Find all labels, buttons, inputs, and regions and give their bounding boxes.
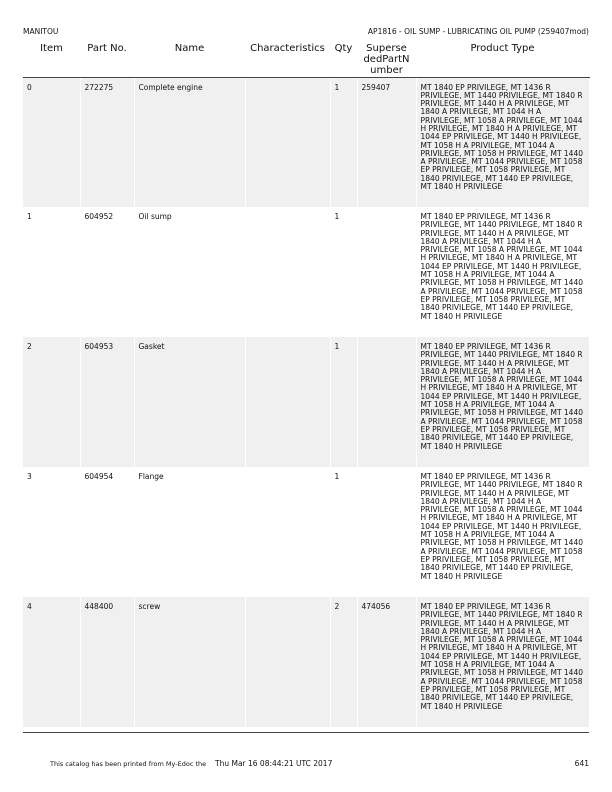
table-row [23,207,589,337]
cell-product-type: MT 1840 EP PRIVILEGE, MT 1436 R PRIVILEGE, MT 1440 PRIVILEGE, MT 1840 R PRIVILEGE, MT 1440 H A PRIVILEGE, MT 1840 A PRIVILEGE, MT 1044 H A PRIVILEGE, MT 1058 A PRIVILEGE, MT 1044 H PRIVILEGE, MT 1840 H A PRIVILEGE, MT 1044 EP PRIVILEGE, MT 1440 H PRIVILEGE, MT 1058 H A PRIVILEGE, MT 1044 A PRIVILEGE, MT 1058 H PRIVILEGE, MT 1440 A PRIVILEGE, MT 1044 PRIVILEGE, MT 1058 EP PRIVILEGE, MT 1058 PRIVILEGE, MT 1840 PRIVILEGE, MT 1440 EP PRIVILEGE, MT 1840 H PRIVILEGE [416,77,589,207]
cell-superseded: 474056 [357,597,416,727]
cell-qty: 1 [330,467,357,597]
page-number: 641 [574,759,589,768]
col-header-product-type: Product Type [416,39,589,77]
col-header-item: Item [23,39,80,77]
col-header-superseded: Superse dedPartN umber [357,39,416,77]
cell-part-no: 604953 [80,337,134,467]
col-header-characteristics: Characteristics [245,39,330,77]
cell-characteristics [245,207,330,337]
cell-name: Gasket [134,337,245,467]
cell-superseded [357,207,416,337]
col-header-part-no: Part No. [80,39,134,77]
cell-superseded: 259407 [357,77,416,207]
cell-item: 3 [23,467,80,597]
table-row [23,467,589,597]
cell-item: 2 [23,337,80,467]
cell-characteristics [245,337,330,467]
cell-part-no: 272275 [80,77,134,207]
page-title: AP1816 - OIL SUMP - LUBRICATING OIL PUMP (259407mod) [367,27,589,36]
cell-superseded [357,467,416,597]
cell-part-no: 448400 [80,597,134,727]
col-header-name: Name [134,39,245,77]
cell-item: 1 [23,207,80,337]
cell-qty: 1 [330,77,357,207]
cell-name: screw [134,597,245,727]
table-row [23,77,589,207]
parts-table [23,39,590,727]
cell-qty: 2 [330,597,357,727]
table-bottom-divider [23,732,589,733]
footer-printed-note: This catalog has been printed from My-Edoc the [50,760,207,768]
cell-qty: 1 [330,207,357,337]
cell-part-no: 604952 [80,207,134,337]
brand-header: MANITOU [23,27,59,36]
col-header-qty: Qty [330,39,357,77]
table-row [23,597,589,727]
cell-product-type: MT 1840 EP PRIVILEGE, MT 1436 R PRIVILEGE, MT 1440 PRIVILEGE, MT 1840 R PRIVILEGE, MT 1440 H A PRIVILEGE, MT 1840 A PRIVILEGE, MT 1044 H A PRIVILEGE, MT 1058 A PRIVILEGE, MT 1044 H PRIVILEGE, MT 1840 H A PRIVILEGE, MT 1044 EP PRIVILEGE, MT 1440 H PRIVILEGE, MT 1058 H A PRIVILEGE, MT 1044 A PRIVILEGE, MT 1058 H PRIVILEGE, MT 1440 A PRIVILEGE, MT 1044 PRIVILEGE, MT 1058 EP PRIVILEGE, MT 1058 PRIVILEGE, MT 1840 PRIVILEGE, MT 1440 EP PRIVILEGE, MT 1840 H PRIVILEGE [416,337,589,467]
cell-characteristics [245,77,330,207]
cell-superseded [357,337,416,467]
cell-product-type: MT 1840 EP PRIVILEGE, MT 1436 R PRIVILEGE, MT 1440 PRIVILEGE, MT 1840 R PRIVILEGE, MT 1440 H A PRIVILEGE, MT 1840 A PRIVILEGE, MT 1044 H A PRIVILEGE, MT 1058 A PRIVILEGE, MT 1044 H PRIVILEGE, MT 1840 H A PRIVILEGE, MT 1044 EP PRIVILEGE, MT 1440 H PRIVILEGE, MT 1058 H A PRIVILEGE, MT 1044 A PRIVILEGE, MT 1058 H PRIVILEGE, MT 1440 A PRIVILEGE, MT 1044 PRIVILEGE, MT 1058 EP PRIVILEGE, MT 1058 PRIVILEGE, MT 1840 PRIVILEGE, MT 1440 EP PRIVILEGE, MT 1840 H PRIVILEGE [416,207,589,337]
cell-name: Flange [134,467,245,597]
cell-item: 0 [23,77,80,207]
cell-product-type: MT 1840 EP PRIVILEGE, MT 1436 R PRIVILEGE, MT 1440 PRIVILEGE, MT 1840 R PRIVILEGE, MT 1440 H A PRIVILEGE, MT 1840 A PRIVILEGE, MT 1044 H A PRIVILEGE, MT 1058 A PRIVILEGE, MT 1044 H PRIVILEGE, MT 1840 H A PRIVILEGE, MT 1044 EP PRIVILEGE, MT 1440 H PRIVILEGE, MT 1058 H A PRIVILEGE, MT 1044 A PRIVILEGE, MT 1058 H PRIVILEGE, MT 1440 A PRIVILEGE, MT 1044 PRIVILEGE, MT 1058 EP PRIVILEGE, MT 1058 PRIVILEGE, MT 1840 PRIVILEGE, MT 1440 EP PRIVILEGE, MT 1840 H PRIVILEGE [416,597,589,727]
footer-print-date: Thu Mar 16 08:44:21 UTC 2017 [215,759,333,768]
cell-name: Complete engine [134,77,245,207]
cell-characteristics [245,597,330,727]
cell-qty: 1 [330,337,357,467]
table-row [23,337,589,467]
cell-item: 4 [23,597,80,727]
table-header-row [23,39,589,77]
cell-name: Oil sump [134,207,245,337]
cell-characteristics [245,467,330,597]
cell-product-type: MT 1840 EP PRIVILEGE, MT 1436 R PRIVILEGE, MT 1440 PRIVILEGE, MT 1840 R PRIVILEGE, MT 1440 H A PRIVILEGE, MT 1840 A PRIVILEGE, MT 1044 H A PRIVILEGE, MT 1058 A PRIVILEGE, MT 1044 H PRIVILEGE, MT 1840 H A PRIVILEGE, MT 1044 EP PRIVILEGE, MT 1440 H PRIVILEGE, MT 1058 H A PRIVILEGE, MT 1044 A PRIVILEGE, MT 1058 H PRIVILEGE, MT 1440 A PRIVILEGE, MT 1044 PRIVILEGE, MT 1058 EP PRIVILEGE, MT 1058 PRIVILEGE, MT 1840 PRIVILEGE, MT 1440 EP PRIVILEGE, MT 1840 H PRIVILEGE [416,467,589,597]
cell-part-no: 604954 [80,467,134,597]
